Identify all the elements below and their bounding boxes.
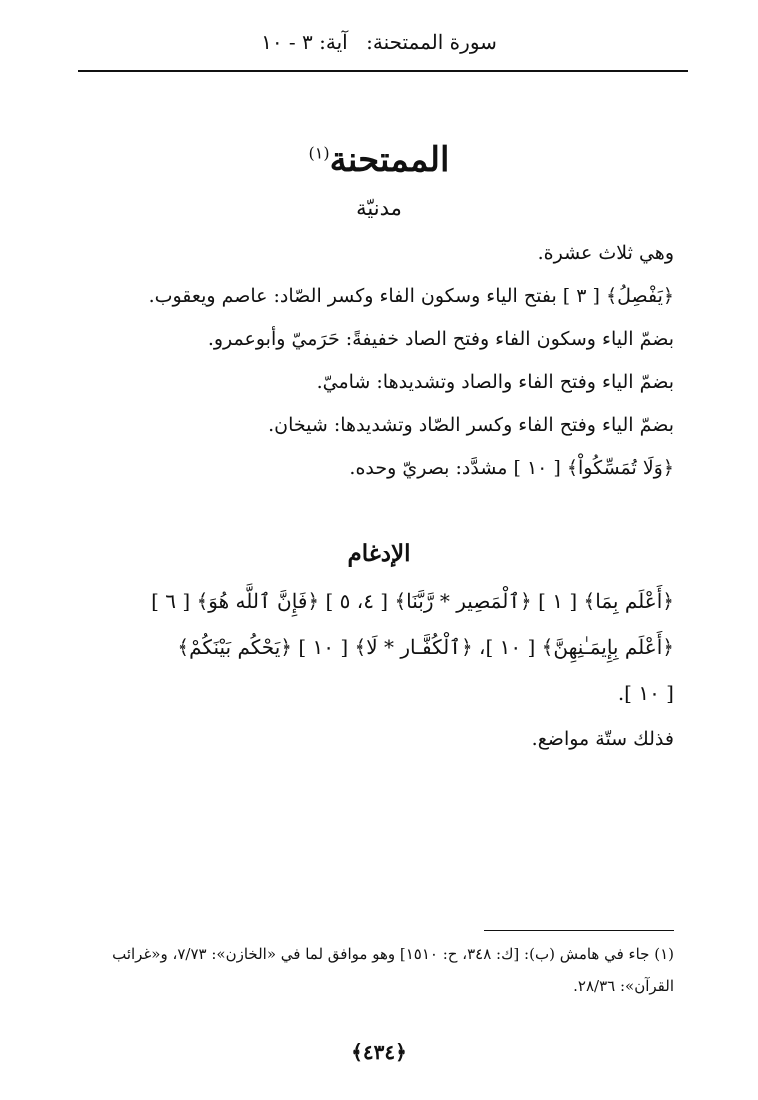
- intro-line: ﴿وَلَا تُمَسِّكُواْ﴾ [ ١٠ ] مشدَّد: بصريّ وحده.: [349, 457, 674, 479]
- idgham-line: ﴿أَعْلَم بِإِيمَـٰنِهِنَّ﴾ [ ١٠ ]، ﴿ٱلْكُفَّـار * لَا﴾ [ ١٠ ] ﴿يَحْكُم بَيْنَكُمْ﴾: [177, 635, 674, 659]
- intro-block: [74, 232, 674, 490]
- running-head-surah: سورة الممتحنة:: [366, 30, 497, 54]
- idgham-heading: الإدغام: [347, 540, 411, 567]
- running-head: [0, 30, 758, 54]
- running-head-ayah: آية: ٣ - ١٠: [261, 30, 348, 54]
- header-rule: [78, 70, 688, 72]
- footnote-marker: (١): [308, 143, 330, 163]
- idgham-line: ﴿أَعْلَم بِمَا﴾ [ ١ ] ﴿ٱلْمَصِير * رَّبَّنَا﴾ [ ٤، ٥ ] ﴿فَإِنَّ ٱللَّه هُوَ﴾ [ ٦ ]: [151, 589, 674, 613]
- intro-line: ﴿يَفْصِلُ﴾ [ ٣ ] بفتح الياء وسكون الفاء وكسر الصّاد: عاصم ويعقوب.: [148, 285, 674, 307]
- page-number: ﴿٤٣٤﴾: [351, 1040, 407, 1064]
- intro-line: بضمّ الياء وسكون الفاء وفتح الصاد خفيفةً: حَرَميّ وأبوعمرو.: [207, 328, 674, 350]
- footnote: [74, 938, 674, 1002]
- intro-line: وهي ثلاث عشرة.: [537, 242, 674, 264]
- surah-name: الممتحنة: [329, 140, 450, 180]
- idgham-summary: فذلك ستّة مواضع.: [531, 728, 674, 750]
- footnote-line: (١) جاء في هامش (ب): [ك: ٣٤٨، ح: ١٥١٠] وهو موافق لما في «الخازن»: ٧/٧٣، و«غرائب: [112, 945, 674, 963]
- surah-title: [0, 140, 758, 180]
- footnote-rule: [484, 930, 674, 931]
- revelation-type: مدنيّة: [356, 196, 402, 220]
- intro-line: بضمّ الياء وفتح الفاء والصاد وتشديدها: شاميّ.: [316, 371, 674, 393]
- idgham-block: [74, 578, 674, 762]
- intro-line: بضمّ الياء وفتح الفاء وكسر الصّاد وتشديدها: شيخان.: [268, 414, 674, 436]
- idgham-line: [ ١٠ ].: [617, 681, 674, 705]
- footnote-line: القرآن»: ٢٨/٣٦.: [573, 977, 674, 995]
